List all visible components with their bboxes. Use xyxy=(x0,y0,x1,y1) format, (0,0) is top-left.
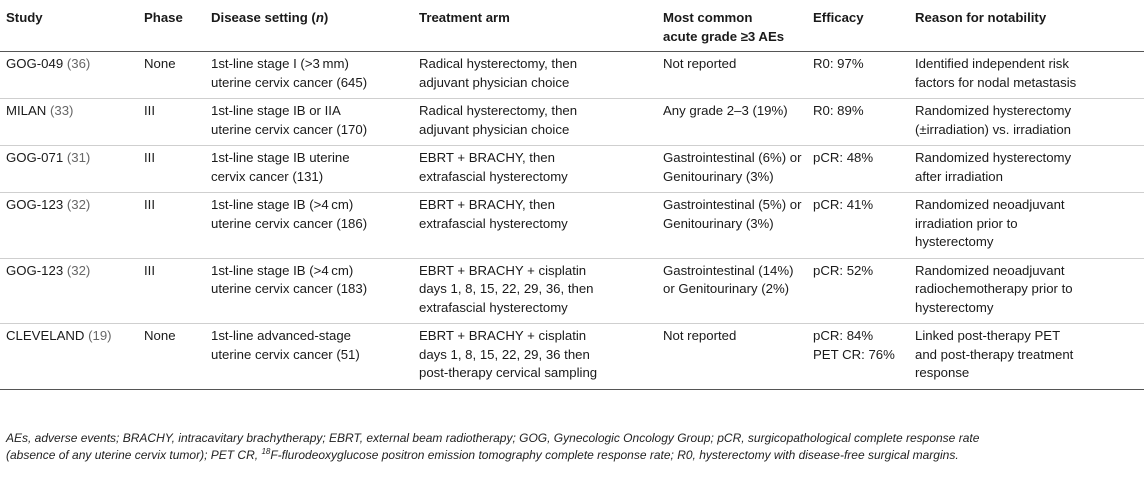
cell-line: hysterectomy xyxy=(915,299,994,315)
cell-line: adjuvant physician choice xyxy=(419,121,570,137)
phase-cell: III xyxy=(144,150,155,165)
study-reference: (31) xyxy=(66,150,91,165)
cell-line: EBRT + BRACHY + cisplatin xyxy=(419,262,587,278)
disease-setting-cell xyxy=(205,146,413,193)
cell-line: Genitourinary (3%) xyxy=(663,215,774,231)
adverse-events-cell xyxy=(657,99,807,146)
adverse-events-cell xyxy=(657,324,807,390)
reason-cell xyxy=(909,52,1144,99)
cell-line: after irradiation xyxy=(915,168,1003,184)
table-row xyxy=(0,146,1144,193)
phase-cell: III xyxy=(144,197,155,212)
study-name: CLEVELAND xyxy=(6,328,85,343)
cell-line: Gastrointestinal (6%) or xyxy=(663,150,802,165)
cell-line: 1st-line stage I (>3 mm) xyxy=(211,56,349,71)
header-study: Study xyxy=(6,10,43,25)
study-cell xyxy=(0,52,138,99)
cell-line: EBRT + BRACHY, then xyxy=(419,197,555,212)
efficacy-cell xyxy=(807,99,909,146)
cell-line: days 1, 8, 15, 22, 29, 36, then xyxy=(419,281,594,296)
header-row xyxy=(0,0,1144,52)
treatment-arm-cell xyxy=(413,324,657,390)
cell-line: (±irradiation) vs. irradiation xyxy=(915,121,1072,137)
cell-line: Identified independent risk xyxy=(915,56,1069,71)
study-reference: (19) xyxy=(88,328,112,343)
efficacy-cell xyxy=(807,258,909,324)
treatment-arm-cell xyxy=(413,146,657,193)
cell-line: pCR: 84% xyxy=(813,328,874,343)
cell-line: 1st-line stage IB or IIA xyxy=(211,103,341,118)
cell-line: adjuvant physician choice xyxy=(419,74,570,90)
adverse-events-cell xyxy=(657,258,807,324)
cell-line: pCR: 52% xyxy=(813,262,874,278)
cell-line: or Genitourinary (2%) xyxy=(663,281,790,296)
cell-line: Randomized hysterectomy xyxy=(915,150,1072,165)
cell-line: Linked post-therapy PET xyxy=(915,328,1061,343)
cell-line: 1st-line stage IB (>4 cm) xyxy=(211,262,354,278)
phase-cell: III xyxy=(144,103,155,118)
study-reference: (32) xyxy=(66,262,91,278)
cell-line: and post-therapy treatment xyxy=(915,346,1074,362)
cell-line: pCR: 48% xyxy=(813,150,874,165)
cell-line: radiochemotherapy prior to xyxy=(915,281,1073,296)
reason-cell xyxy=(909,193,1144,259)
table-row xyxy=(0,52,1144,99)
cell-line: EBRT + BRACHY + cisplatin xyxy=(419,328,587,343)
study-cell xyxy=(0,258,138,324)
cell-line: days 1, 8, 15, 22, 29, 36 then xyxy=(419,346,590,362)
phase-cell: None xyxy=(144,328,176,343)
treatment-arm-cell xyxy=(413,99,657,146)
study-reference: (32) xyxy=(66,197,91,212)
cell-line: uterine cervix cancer (645) xyxy=(211,74,368,90)
cell-line: Not reported xyxy=(663,328,737,343)
cell-line: Randomized neoadjuvant xyxy=(915,262,1065,278)
table-body xyxy=(0,52,1144,390)
cell-line: irradiation prior to xyxy=(915,215,1018,231)
study-reference: (33) xyxy=(49,103,74,118)
study-name: GOG-049 xyxy=(6,56,64,71)
adverse-events-cell xyxy=(657,193,807,259)
table-footnote xyxy=(6,430,1138,464)
study-cell xyxy=(0,146,138,193)
cell-line: EBRT + BRACHY, then xyxy=(419,150,555,165)
treatment-arm-cell xyxy=(413,193,657,259)
disease-setting-cell xyxy=(205,324,413,390)
header-adverse-events: Most common acute grade ≥3 AEs xyxy=(663,10,785,44)
table-row xyxy=(0,193,1144,259)
cell-line: 1st-line stage IB (>4 cm) xyxy=(211,197,354,212)
header-efficacy: Efficacy xyxy=(813,10,864,25)
table-row xyxy=(0,99,1144,146)
cell-line: Not reported xyxy=(663,56,737,71)
cell-line: Any grade 2–3 (19%) xyxy=(663,103,788,118)
disease-setting-cell xyxy=(205,52,413,99)
efficacy-cell xyxy=(807,52,909,99)
header-disease-setting: Disease setting (n) xyxy=(211,10,329,25)
cell-line: Radical hysterectomy, then xyxy=(419,56,578,71)
efficacy-cell xyxy=(807,324,909,390)
cell-line: hysterectomy xyxy=(915,234,994,249)
cell-line: Randomized neoadjuvant xyxy=(915,197,1065,212)
footnote-line-1: AEs, adverse events; BRACHY, intracavitary brachytherapy; EBRT, external beam radiotherapy; GOG, Gynecologic Oncology Group; pCR, surgicopathological complete response rate xyxy=(6,431,980,445)
cell-line: 1st-line advanced-stage xyxy=(211,328,352,343)
disease-setting-cell xyxy=(205,258,413,324)
cell-line: R0: 89% xyxy=(813,103,864,118)
cell-line: extrafascial hysterectomy xyxy=(419,168,568,184)
efficacy-cell xyxy=(807,193,909,259)
cell-line: Randomized hysterectomy xyxy=(915,103,1072,118)
study-name: GOG-123 xyxy=(6,262,64,278)
cell-line: R0: 97% xyxy=(813,56,864,71)
adverse-events-cell xyxy=(657,146,807,193)
cell-line: extrafascial hysterectomy xyxy=(419,215,568,231)
study-name: GOG-071 xyxy=(6,150,64,165)
cell-line: extrafascial hysterectomy xyxy=(419,299,568,315)
study-cell xyxy=(0,193,138,259)
study-cell xyxy=(0,99,138,146)
study-cell xyxy=(0,324,138,390)
table-row xyxy=(0,324,1144,390)
reason-cell xyxy=(909,258,1144,324)
cell-line: pCR: 41% xyxy=(813,197,874,212)
treatment-arm-cell xyxy=(413,52,657,99)
study-name: GOG-123 xyxy=(6,197,64,212)
cell-line: post-therapy cervical sampling xyxy=(419,365,598,380)
cell-line: response xyxy=(915,365,970,380)
table-row xyxy=(0,258,1144,324)
cell-line: Gastrointestinal (5%) or xyxy=(663,197,802,212)
reason-cell xyxy=(909,99,1144,146)
cell-line: uterine cervix cancer (183) xyxy=(211,281,368,296)
cell-line: Gastrointestinal (14%) xyxy=(663,262,794,278)
header-reason: Reason for notability xyxy=(915,10,1047,25)
treatment-arm-cell xyxy=(413,258,657,324)
study-reference: (36) xyxy=(66,56,91,71)
header-phase: Phase xyxy=(144,10,183,25)
adverse-events-cell xyxy=(657,52,807,99)
footnote-line-2: (absence of any uterine cervix tumor); PET CR, $^{18}$F-flurodeoxyglucose positron emission tomography complete response rate; R0, hysterectomy with disease-free surgical margins. xyxy=(6,447,959,462)
header-treatment-arm: Treatment arm xyxy=(419,10,510,25)
disease-setting-cell xyxy=(205,193,413,259)
reason-cell xyxy=(909,324,1144,390)
cell-line: Genitourinary (3%) xyxy=(663,168,774,184)
efficacy-cell xyxy=(807,146,909,193)
cell-line: factors for nodal metastasis xyxy=(915,74,1077,90)
study-name: MILAN xyxy=(6,103,47,118)
cell-line: uterine cervix cancer (186) xyxy=(211,215,368,231)
cell-line: uterine cervix cancer (170) xyxy=(211,121,368,137)
cell-line: Radical hysterectomy, then xyxy=(419,103,578,118)
phase-cell: III xyxy=(144,262,155,278)
cell-line: PET CR: 76% xyxy=(813,346,895,362)
reason-cell xyxy=(909,146,1144,193)
cell-line: 1st-line stage IB uterine xyxy=(211,150,350,165)
cell-line: cervix cancer (131) xyxy=(211,168,324,184)
phase-cell: None xyxy=(144,56,176,71)
cell-line: uterine cervix cancer (51) xyxy=(211,346,360,362)
disease-setting-cell xyxy=(205,99,413,146)
